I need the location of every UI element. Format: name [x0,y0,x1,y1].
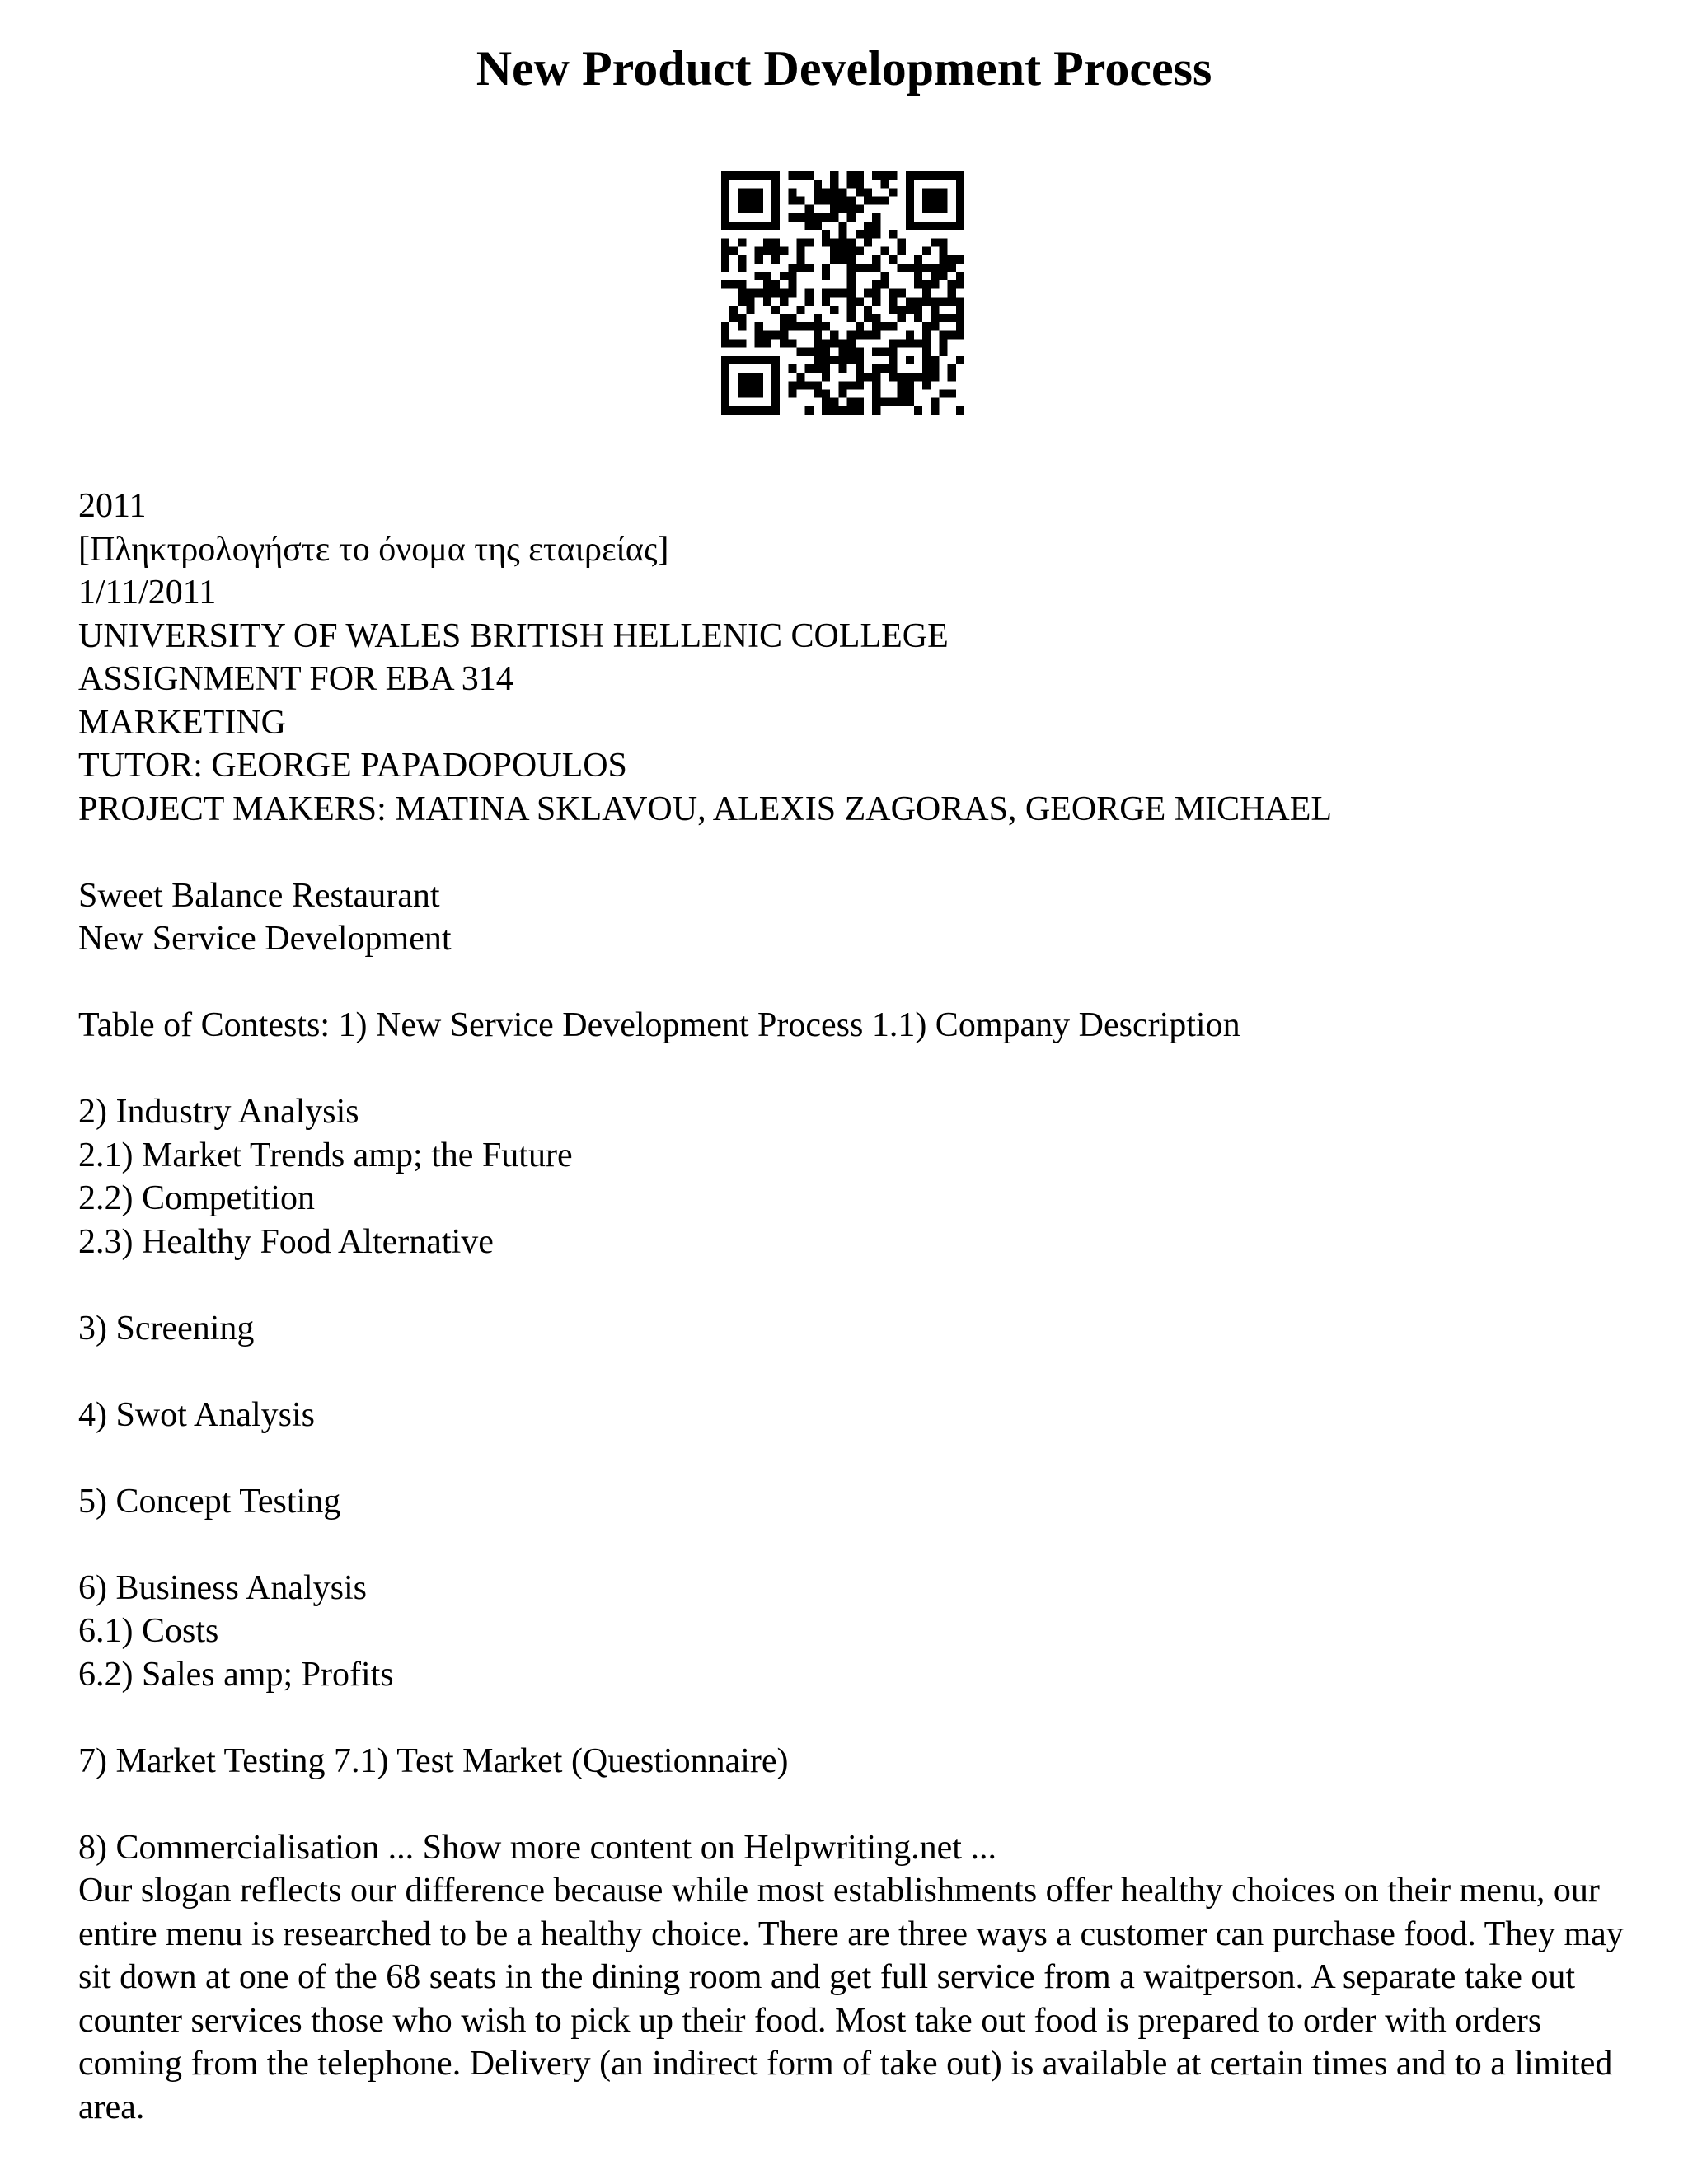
restaurant-subtitle: New Service Development [78,920,452,958]
toc-section-2 [78,1090,1628,1263]
restaurant-block [78,874,1628,961]
toc-item: 2) Industry Analysis [78,1093,359,1131]
header-tutor: TUTOR: GEORGE PAPADOPOULOS [78,747,627,785]
header-university: UNIVERSITY OF WALES BRITISH HELLENIC COLLEGE [78,616,949,655]
header-block [78,485,1628,831]
toc-item: 2.3) Healthy Food Alternative [78,1222,494,1261]
toc-section-8: 8) Commercialisation ... Show more content on Helpwriting.net ... [78,1828,996,1867]
toc-section-3: 3) Screening [78,1309,255,1347]
document-body [78,485,1628,2129]
document-title: New Product Development Process [476,41,1212,96]
header-assignment: ASSIGNMENT FOR EBA 314 [78,660,513,698]
toc-item: 6) Business Analysis [78,1568,368,1607]
header-company-placeholder: [Πληκτρολογήστε το όνομα της εταιρείας] [78,530,669,569]
toc-item: 2.2) Competition [78,1179,315,1217]
restaurant-name: Sweet Balance Restaurant [78,876,440,915]
toc-intro: Table of Contests: 1) New Service Development Process 1.1) Company Description [78,1006,1240,1044]
toc-item: 6.2) Sales amp; Profits [78,1655,394,1694]
toc-item: 6.1) Costs [78,1612,219,1650]
toc-item: 2.1) Market Trends amp; the Future [78,1136,573,1174]
toc-section-4: 4) Swot Analysis [78,1395,316,1434]
body-paragraph: Our slogan reflects our difference because while most establishments offer healthy choices on their menu, our entire menu is researched to be a healthy choice. There are three ways a customer can purchase food. They may sit down at one of the 68 seats in the dining room and get full service from a waitperson. A separate take out counter services those who wish to pick up their food. Most take out food is prepared to order with orders coming from the telephone. Delivery (an indirect form of take out) is available at certain times and to a limited area. [78,1872,1624,2126]
header-subject: MARKETING [78,703,286,742]
toc-section-6 [78,1567,1628,1697]
toc-section-7: 7) Market Testing 7.1) Test Market (Questionnaire) [78,1741,789,1780]
toc-section-5: 5) Concept Testing [78,1482,341,1521]
qr-code-icon [721,171,964,415]
header-year: 2011 [78,487,147,525]
header-date: 1/11/2011 [78,574,217,612]
header-project-makers: PROJECT MAKERS: MATINA SKLAVOU, ALEXIS ZAGORAS, GEORGE MICHAEL [78,790,1333,828]
